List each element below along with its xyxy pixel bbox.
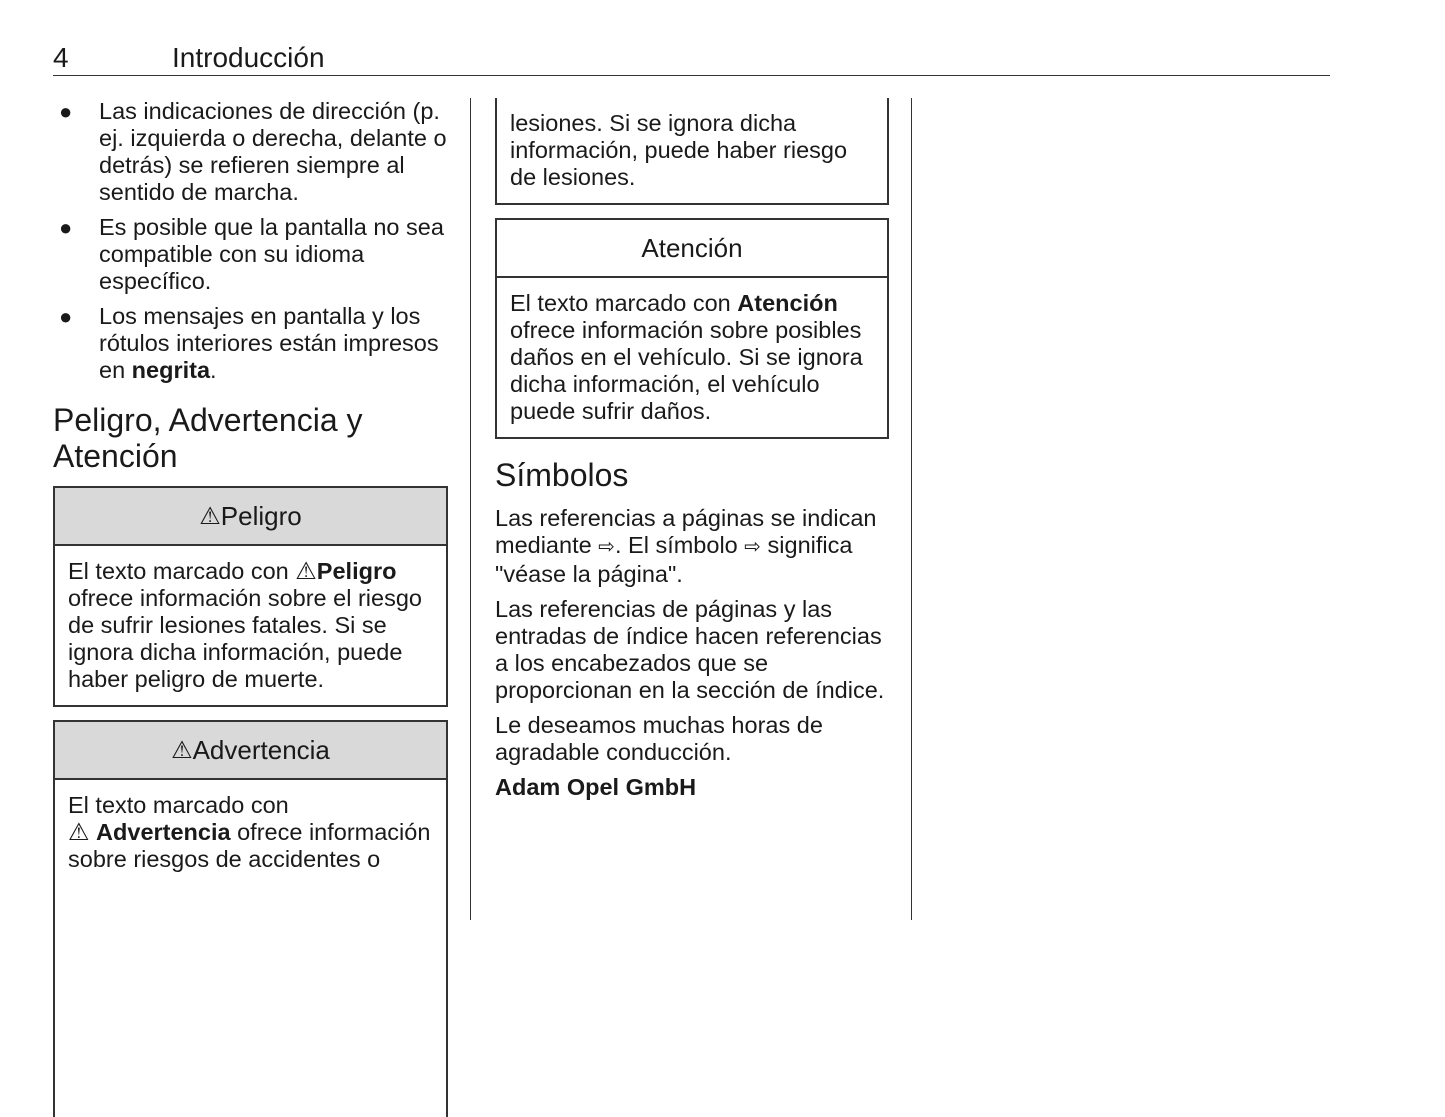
section-heading: Símbolos	[495, 457, 629, 493]
caution-notice-body: El texto marcado con Atención ofrece información sobre posibles daños en el vehículo. Si se ignora dicha información, el vehículo puede sufrir daños.	[510, 290, 863, 424]
warning-triangle-icon: ⚠	[295, 558, 317, 585]
section-title: Introducción	[172, 42, 325, 73]
warning-notice-continued: lesiones. Si se ignora dicha información, puede haber riesgo de lesiones.	[495, 98, 889, 205]
notice-title: Atención	[641, 232, 743, 263]
paragraph: Las referencias a páginas se indican mediante ⇨. El símbolo ⇨ significa "véase la página".	[495, 505, 877, 587]
page-number: 4	[53, 42, 69, 73]
page-reference-arrow-icon: ⇨	[744, 536, 762, 558]
page-reference-arrow-icon: ⇨	[598, 536, 615, 558]
bullet-icon: ●	[59, 304, 73, 329]
column-divider-1	[470, 98, 471, 920]
danger-notice-body: El texto marcado con ⚠Peligro ofrece información sobre el riesgo de sufrir lesiones fatales. Si se ignora dicha información, puede haber peligro de muerte.	[68, 558, 422, 692]
warning-triangle-icon: ⚠	[199, 502, 221, 530]
bullet-text: Es posible que la pantalla no sea compatible con su idioma específico.	[99, 214, 444, 294]
bullet-icon: ●	[59, 215, 73, 240]
danger-notice	[53, 486, 448, 707]
warning-notice-body: El texto marcado con ⚠ Advertencia ofrece información sobre riesgos de accidentes o	[68, 792, 431, 872]
warning-triangle-icon: ⚠	[171, 736, 193, 764]
caution-notice	[495, 218, 889, 439]
bullet-text: Las indicaciones de dirección (p. ej. izquierda o derecha, delante o detrás) se refieren siempre al sentido de marcha.	[99, 98, 447, 205]
paragraph: Las referencias de páginas y las entradas de índice hacen referencias a los encabezados que se proporcionan en la sección de índice.	[495, 596, 885, 703]
list-item	[53, 98, 448, 206]
column-middle	[495, 98, 889, 809]
notice-title: Peligro	[220, 500, 302, 531]
column-left	[53, 98, 448, 1117]
list-item: ● Los mensajes en pantalla y los rótulos interiores están impresos en negrita.	[59, 303, 439, 383]
bullet-list	[53, 98, 448, 384]
warning-notice-header	[55, 722, 446, 780]
warning-notice	[53, 720, 448, 1117]
company-name: Adam Opel GmbH	[495, 774, 697, 800]
header-divider	[53, 75, 1330, 76]
notice-title: Advertencia	[192, 734, 330, 765]
paragraph: Le deseamos muchas horas de agradable conducción.	[495, 712, 823, 765]
bold-term: negrita	[131, 357, 211, 383]
column-divider-2	[911, 98, 912, 920]
bullet-text: Los mensajes en pantalla y los rótulos interiores están impresos en	[99, 303, 439, 383]
warning-triangle-icon: ⚠	[68, 819, 90, 846]
list-item	[53, 214, 448, 295]
section-heading: Peligro, Advertencia y Atención	[53, 402, 363, 474]
caution-notice-header	[497, 220, 887, 278]
bullet-icon: ●	[59, 99, 73, 124]
danger-notice-header	[55, 488, 446, 546]
